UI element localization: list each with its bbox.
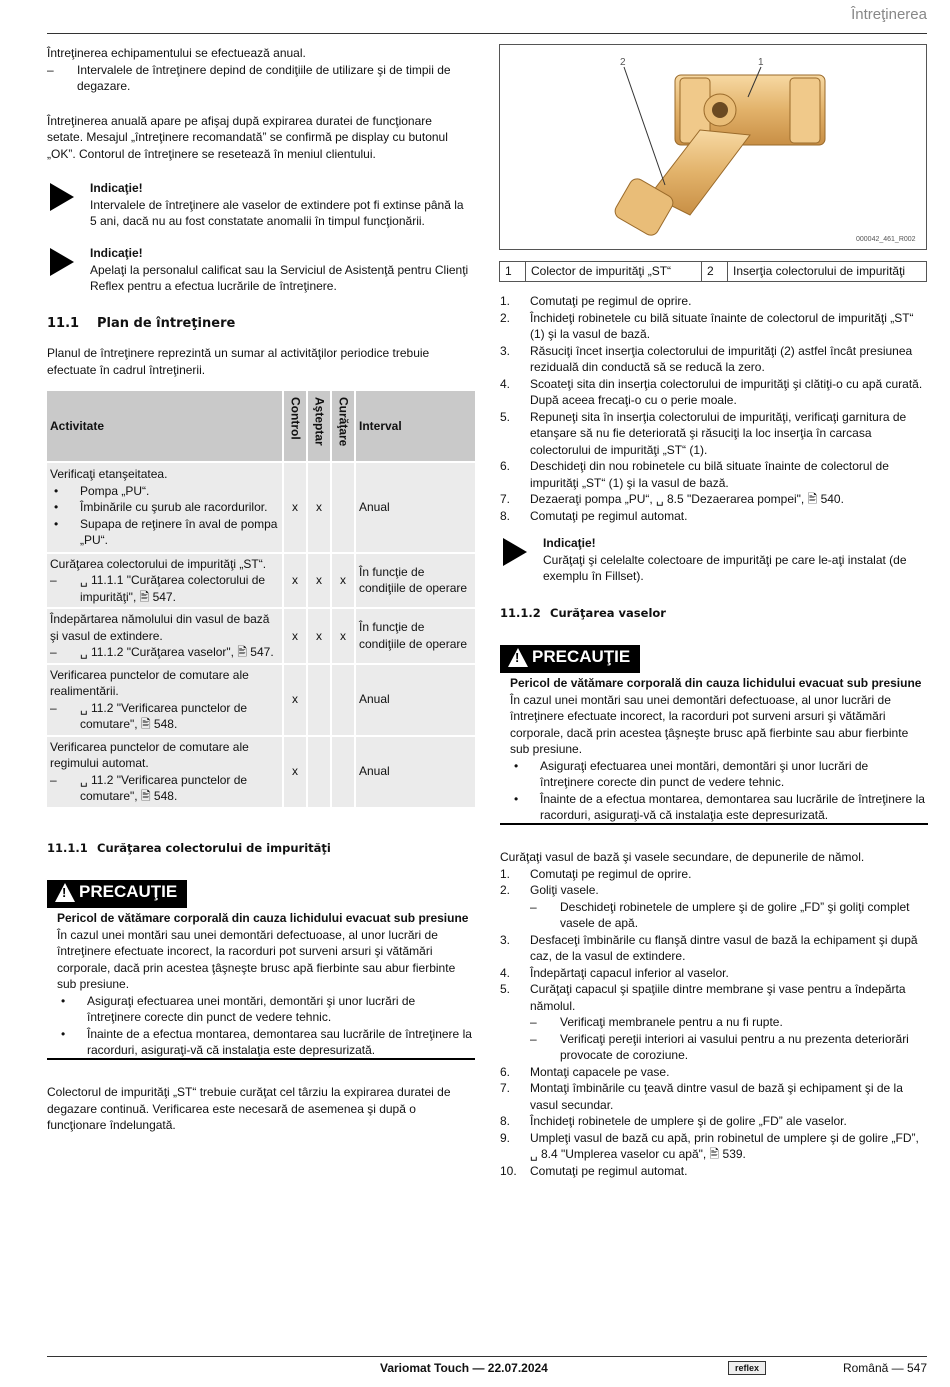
hint-3 bbox=[500, 535, 925, 585]
warning-label: ! PRECAUŢIE bbox=[47, 880, 187, 908]
hint-title: Indicaţie! bbox=[90, 246, 143, 260]
intro-text: Întreţinerea echipamentului se efectuează anual. bbox=[47, 46, 306, 60]
warning-box: ! PRECAUŢIE Pericol de vătămare corporală din cauza lichidului evacuat sub presiune În cazul unei montări sau unei demontări defectuoase, al unor lucrări de întreţinere efectuate incorect, la racorduri pot surveni arsuri şi vătămări corporale, dacă prin acestea ţâşneşte brusc apă fierbinte sau abur fierbinte sub presiune. • Asiguraţi efectuarea unei montări, demontări şi unor lucrări de întreţinere corecte din punct de vedere tehnic. • Înainte de a efectua montarea, demontarea sau lucrările de întreţinere la racorduri, asiguraţi-vă că instalaţia este depresurizată. bbox=[500, 645, 928, 825]
table-row: Îndepărtarea nămolului din vasul de bază şi vasul de extindere. – ␣ 11.1.2 "Curăţarea vaselor", 🖹 547. x x x În funcţie de condiţiile de operare bbox=[47, 609, 475, 663]
page-number: Română — 547 bbox=[842, 1361, 927, 1375]
subsection-heading: 11.1.2 Curăţarea vaselor bbox=[500, 606, 666, 620]
cross-reference-link[interactable]: 11.2 "Verificarea punctelor de comutare", 🖹 548. bbox=[80, 772, 248, 803]
hint-1 bbox=[47, 180, 472, 230]
figure-label: 2 bbox=[620, 57, 626, 68]
warning-label: ! PRECAUŢIE bbox=[500, 645, 640, 673]
arrow-icon bbox=[50, 248, 74, 276]
cross-reference-link[interactable]: 11.1.2 "Curăţarea vaselor", 🖹 547. bbox=[90, 645, 274, 659]
warning-box: ! PRECAUŢIE Pericol de vătămare corporală din cauza lichidului evacuat sub presiune În cazul unei montări sau unei demontări defectuoase, al unor lucrări de întreţinere efectuate incorect, la racorduri pot surveni arsuri şi vătămări corporale, dacă prin acestea ţâşneşte brusc apă fierbinte sau abur fierbinte sub presiune. • Asiguraţi efectuarea unei montări, demontări şi unor lucrări de întreţinere corecte din punct de vedere tehnic. • Înainte de a efectua montarea, demontarea sau lucrările de întreţinere la racorduri, asiguraţi-vă că instalaţia este depresurizată. bbox=[47, 880, 475, 1060]
strainer-steps: 1. Comutaţi pe regimul de oprire. 2. Închideţi robinetele cu bilă situate înainte de colectorul de impurităţi „ST“ (1) şi la vasul de bază. 3. Răsuciţi încet inserţia colectorului de impurităţi (2) astfel încât presiunea reziduală din conductă să se reducă la zero. 4. Scoateţi sita din inserţia colectorului de impurităţi şi clătiţi-o cu apă curată. După aceea frecaţi-o cu o perie moale. 5. Repuneţi sita în inserţia colectorului de impurităţi, verificaţi garnitura de etanşare să nu fie deteriorată şi răsuciţi la loc inserţia în carcasa colectorului de impurităţi „ST“ (1). 6. Deschideţi din nou robinetele cu bilă situate înainte de colectorul de impurităţi „ST“ (1) şi la vasul de bază. 7. Dezaeraţi pompa „PU“, ␣ 8.5 "Dezaerarea pompei", 🖹 540. 8. Comutaţi pe regimul automat. bbox=[500, 294, 923, 523]
section-text: Planul de întreţinere reprezintă un sumar al activităţilor periodice trebuie efectuate în cadrul întreţinerii. bbox=[47, 346, 430, 377]
page-footer bbox=[47, 1356, 927, 1386]
intro-dash: – Intervalele de întreţinere depind de condiţiile de utilizare şi de timpii de degazare. bbox=[47, 62, 467, 95]
section-heading: 11.1 Plan de întreţinere bbox=[47, 316, 236, 331]
maintenance-table bbox=[45, 389, 477, 809]
intro-text-2: Întreţinerea anuală apare pe afişaj după expirarea duratei de funcţionare setate. Mesajul „întreţinere recomandată” se confirmă pe display cu butonul „OK”. Contorul de întreţinere se resetează în meniul clientului. bbox=[47, 113, 448, 161]
reflex-logo: reflex bbox=[728, 1361, 766, 1375]
subsection-heading: 11.1.1 Curăţarea colectorului de impurităţi bbox=[47, 841, 331, 855]
cross-reference-link[interactable]: 11.1.1 "Curăţarea colectorului de impurităţi", 🖹 547. bbox=[80, 573, 266, 604]
hint-text: Intervalele de întreţinere ale vaselor de extindere pot fi extinse până la 5 ani, dacă nu au fost constatate anomalii în timpul funcţionării. bbox=[90, 197, 464, 228]
arrow-icon bbox=[503, 538, 527, 566]
footer-title: Variomat Touch — 22.07.2024 bbox=[380, 1361, 548, 1375]
vessel-steps: Curăţaţi vasul de bază şi vasele secundare, de depunerile de nămol. 1. Comutaţi pe regimul de oprire. 2. Goliţi vasele. – Deschideţi robinetele de umplere şi de golire „FD” şi goliţi complet vasele de apă. 3. Desfaceţi îmbinările cu flanşă dintre vasul de bază la echipament şi după caz, de la vasul de extindere. 4. Îndepărtaţi capacul inferior al vaselor. 5. Curăţaţi capacul şi spaţiile dintre membrane şi vase pentru a îndepărta nămolul. – Verificaţi membranele pentru a nu fi rupte. – Verificaţi pereţii interiori ai vasului pentru a nu prezenta deteriorări provocate de coroziune. 6. Montaţi capacele pe vase. 7. Montaţi îmbinările cu ţeavă dintre vasul de bază şi echipament şi de la vasul secundar. 8. Închideţi robinetele de umplere şi de golire „FD” ale vaselor. 9. Umpleţi vasul de bază cu apă, prin robinetul de umplere şi de golire „FD”, ␣ 8.4 "Umplerea vaselor cu apă", 🖹 539. 10. Comutaţi pe regimul automat. bbox=[500, 850, 919, 1178]
table-header: Activitate Control Aşteptar Curăţare Interval bbox=[47, 391, 475, 461]
intro bbox=[47, 45, 467, 162]
table-row: Curăţarea colectorului de impurităţi „ST“. – ␣ 11.1.1 "Curăţarea colectorului de impurităţi", 🖹 547. x x x În funcţie de condiţiile de operare bbox=[47, 554, 475, 608]
hint-title: Indicaţie! bbox=[543, 536, 596, 550]
cross-reference-link[interactable]: 8.4 "Umplerea vaselor cu apă", 🖹 539. bbox=[540, 1147, 746, 1161]
table-row: Verificaţi etanşeitatea. • Pompa „PU“. • Îmbinările cu şurub ale racordurilor. • Supapa de reţinere în aval de pompa „PU“. x x Anual bbox=[47, 463, 475, 552]
strainer-figure bbox=[499, 44, 927, 250]
arrow-icon bbox=[50, 183, 74, 211]
figure-label: 1 bbox=[758, 57, 764, 68]
strainer-text: Colectorul de impurităţi „ST“ trebuie curăţat cel târziu la expirarea duratei de degazare continuă. Verificarea este necesară de asemenea şi după o funcţionare îndelungată. bbox=[47, 1085, 451, 1132]
page-header bbox=[47, 4, 927, 34]
hint-title: Indicaţie! bbox=[90, 181, 143, 195]
figure-code: 000042_461_R002 bbox=[856, 236, 916, 243]
table-row: Verificarea punctelor de comutare ale realimentării. – ␣ 11.2 "Verificarea punctelor de comutare", 🖹 548. x Anual bbox=[47, 665, 475, 735]
warning-icon: ! bbox=[55, 883, 75, 902]
section-title: Întreţinerea bbox=[851, 6, 927, 23]
hint-2 bbox=[47, 245, 472, 295]
hint-text: Apelaţi la personalul calificat sau la Serviciul de Asistenţă pentru Clienţi Reflex pentru a efectua lucrările de întreţinere. bbox=[90, 262, 469, 293]
cross-reference-link[interactable]: 11.2 "Verificarea punctelor de comutare", 🖹 548. bbox=[80, 700, 248, 731]
table-row: Verificarea punctelor de comutare ale regimului automat. – ␣ 11.2 "Verificarea punctelor de comutare", 🖹 548. x Anual bbox=[47, 737, 475, 807]
warning-icon: ! bbox=[508, 648, 528, 667]
figure-legend: 1 Colector de impurităţi „ST“ 2 Inserţia colectorului de impurităţi bbox=[499, 261, 927, 282]
strainer-illustration bbox=[500, 45, 926, 249]
hint-text: Curăţaţi şi celelalte colectoare de impurităţi pe care le-aţi instalat (de exemplu în Fillset). bbox=[543, 552, 907, 583]
